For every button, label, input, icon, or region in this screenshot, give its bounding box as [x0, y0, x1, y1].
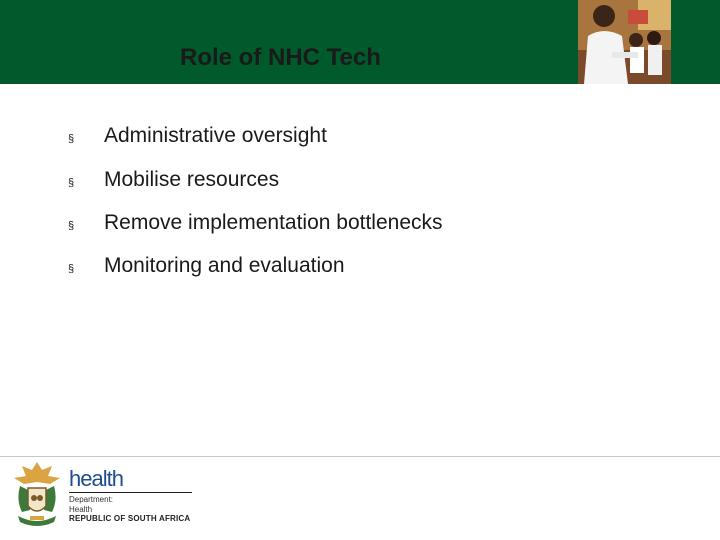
logo-wordmark: health — [69, 466, 123, 491]
bullet-marker: § — [68, 133, 75, 145]
bullet-marker: § — [68, 263, 75, 275]
header-photo — [578, 0, 671, 84]
slide-title: Role of NHC Tech — [180, 44, 381, 71]
bullet-marker: § — [68, 177, 75, 189]
bullet-text: Mobilise resources — [104, 168, 280, 191]
bullet-marker: § — [68, 220, 75, 232]
country-name: REPUBLIC OF SOUTH AFRICA — [69, 514, 191, 523]
logo-divider — [69, 492, 192, 493]
bullet-text: Monitoring and evaluation — [104, 254, 345, 277]
bullet-text: Administrative oversight — [104, 124, 327, 147]
bullet-text: Remove implementation bottlenecks — [104, 211, 443, 234]
coat-of-arms-icon — [10, 460, 64, 528]
footer-divider — [0, 456, 720, 457]
department-label: Department: — [69, 495, 114, 504]
department-name: Health — [69, 505, 93, 514]
photo-image — [578, 0, 671, 84]
